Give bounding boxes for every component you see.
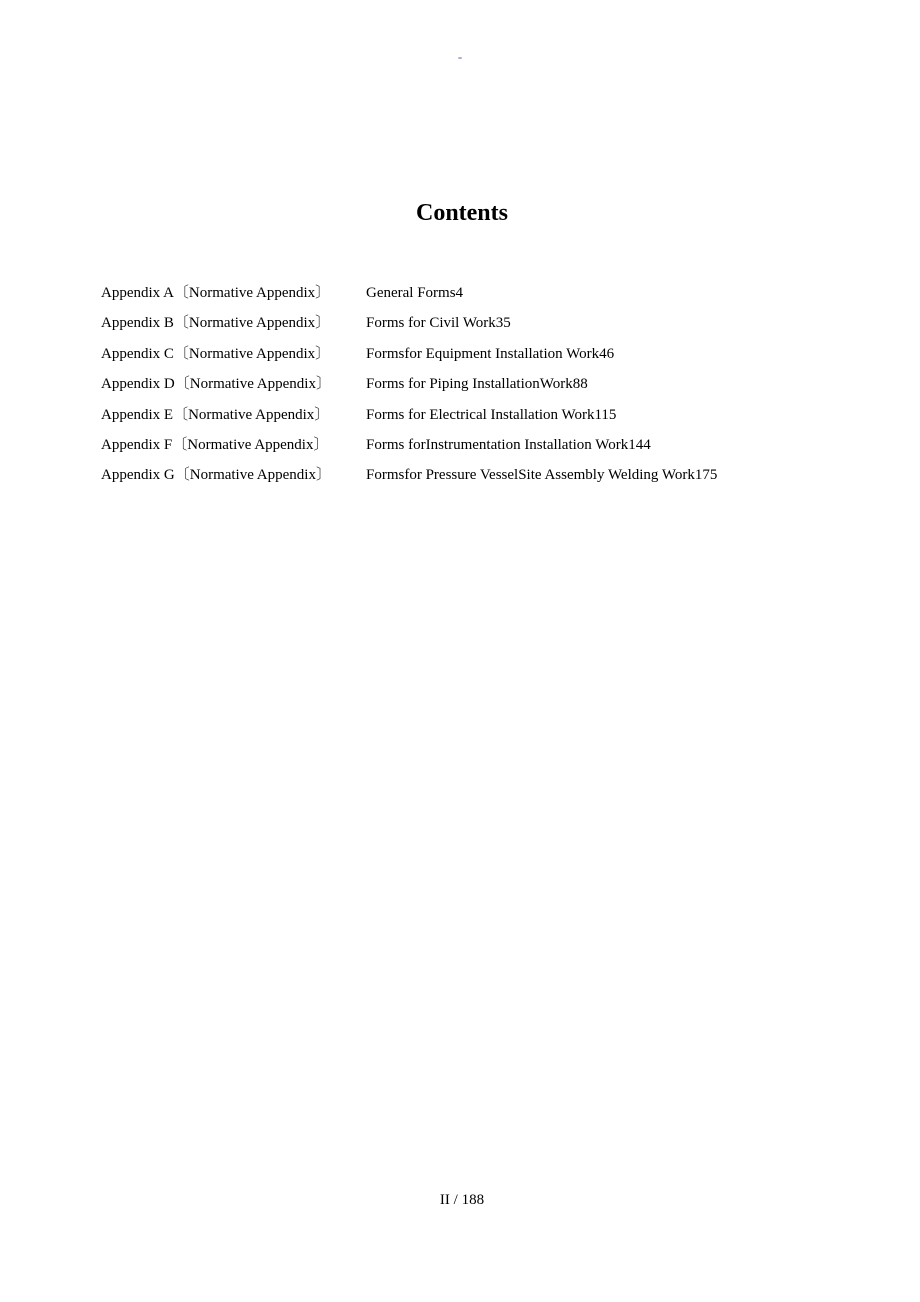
toc-entry-title: General Forms4: [366, 285, 464, 301]
toc-entry-label: Appendix A〔Normative Appendix〕: [101, 285, 331, 301]
page-number-footer: II / 188: [439, 1192, 485, 1208]
toc-entry-label: Appendix D〔Normative Appendix〕: [101, 376, 331, 393]
page-title: Contents: [415, 200, 508, 226]
toc-entry-label: Appendix E〔Normative Appendix〕: [101, 406, 330, 423]
toc-entry-appendix-a[interactable]: [101, 281, 861, 311]
toc-entry-appendix-f[interactable]: [101, 433, 861, 463]
toc-entry-title: Forms forInstrumentation Installation Work144: [366, 436, 651, 453]
toc-entry-label: Appendix G〔Normative Appendix〕: [101, 467, 331, 484]
toc-entry-title: Forms for Piping InstallationWork88: [366, 376, 588, 393]
toc-entry-title: Formsfor Equipment Installation Work46: [366, 345, 615, 362]
toc-entry-title: Formsfor Pressure VesselSite Assembly Welding Work175: [366, 467, 718, 484]
toc-entry-appendix-c[interactable]: [101, 342, 861, 372]
toc-entry-title: Forms for Civil Work35: [366, 315, 511, 332]
toc-entry-appendix-e[interactable]: [101, 403, 861, 433]
table-of-contents: [101, 281, 861, 494]
header-mark: -: [457, 49, 463, 64]
toc-entry-appendix-b[interactable]: [101, 311, 861, 341]
toc-entry-label: Appendix F〔Normative Appendix〕: [101, 436, 329, 453]
toc-entry-title: Forms for Electrical Installation Work115: [366, 406, 617, 423]
toc-entry-appendix-d[interactable]: [101, 372, 861, 402]
toc-entry-label: Appendix C〔Normative Appendix〕: [101, 345, 331, 362]
toc-entry-label: Appendix B〔Normative Appendix〕: [101, 315, 331, 332]
toc-entry-appendix-g[interactable]: [101, 463, 861, 493]
